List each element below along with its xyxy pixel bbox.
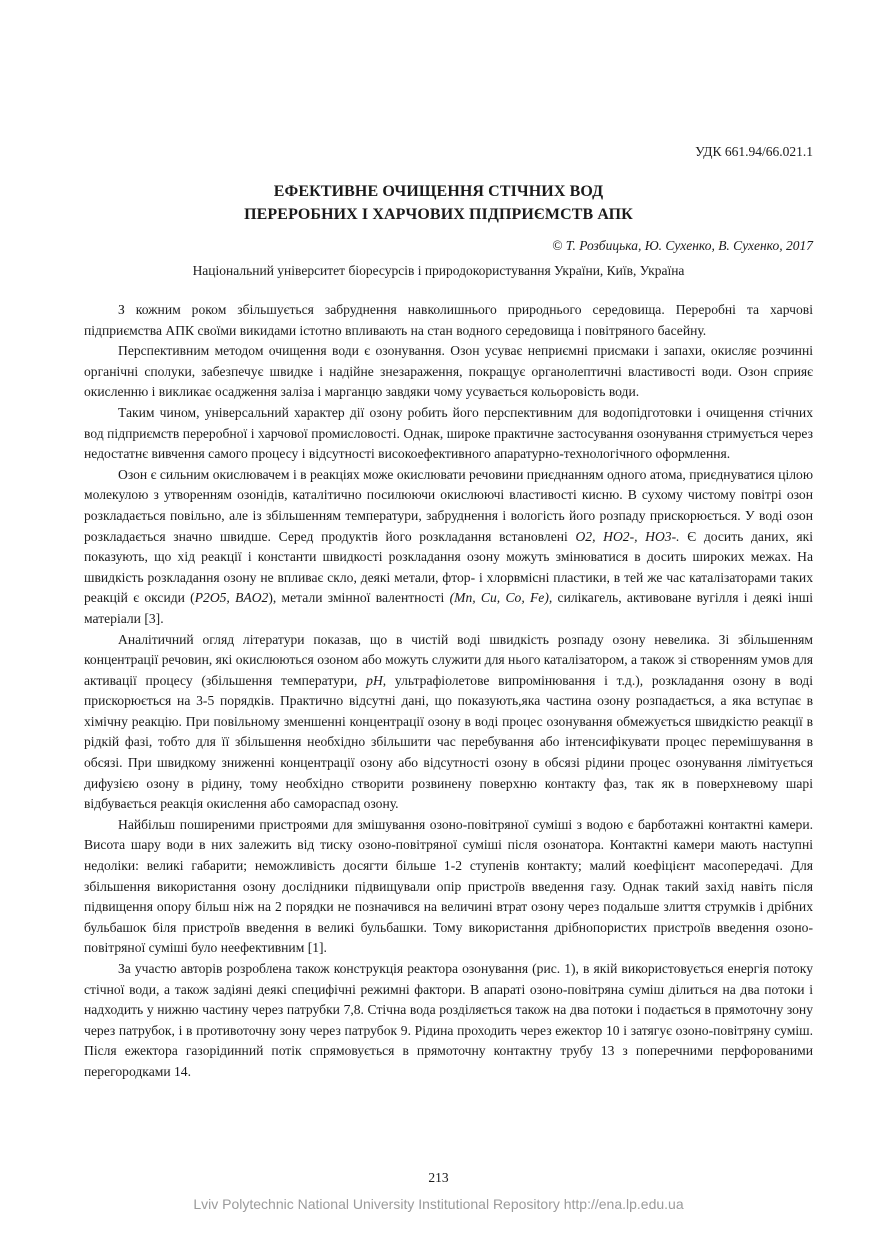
title-line-1: ЕФЕКТИВНЕ ОЧИЩЕННЯ СТІЧНИХ ВОД: [273, 183, 604, 200]
paragraph-7: За участю авторів розроблена також конструкція реактора озонування (рис. 1), в якій використовується енергія потоку стічної води, а також задіяні деякі специфічні режимні фактори. В апараті озоно-повітряна суміш ділиться на два потоки і надходить у нижню частину через патрубки 7,8. Стічна вода розділяється також на два потоки і подається в прямоточну зону через патрубок, і в противоточну зону через патрубок 9. Рідина проходить через ежектор 10 і затягує озоно-повітряну суміш. Після ежектора газорідинний потік спрямовується в прямоточну контактну трубу 13 з поперечними перфорованими перегородками 14.: [84, 961, 813, 1079]
ph-term: pH: [366, 672, 383, 688]
paragraph-1: З кожним роком збільшується забруднення навколишнього природнього середовища. Переробні та харчові підприємства АПК своїми викидами істотно впливають на стан водного середовища і повітряного басейну.: [84, 302, 813, 338]
oxides-formula: P2O5, BAO2: [194, 590, 269, 606]
ozone-products-formula: O2, HO2-, HO3-.: [575, 528, 680, 544]
paragraph-5-text-a: Аналітичний огляд літератури показав, що в чистій воді швидкість розпаду озону невелика. Зі збільшенням концентрації речовин, які окислюються озоном або можуть служити для нього каталізатором, а також зі створенням умов для активації процесу (збільшення температури,: [84, 631, 813, 688]
udk-code: УДК 661.94/66.021.1: [695, 144, 813, 159]
paragraph-4-text-b: Є досить даних, які показують, що хід реакції і константи швидкості розкладання озону можуть змінюватися в досить широких межах. На швидкість розкладання озону не впливає скло, деякі метали, фтор- і хлорвмісні пластики, в тей же час каталізаторами таких реакцій є оксиди (: [84, 528, 813, 606]
title-line-2: ПЕРЕРОБНИХ І ХАРЧОВИХ ПІДПРИЄМСТВ АПК: [244, 206, 633, 223]
paragraph-6: Найбільш поширеними пристроями для змішування озоно-повітряної суміші з водою є барботажні контактні камери. Висота шару води в них залежить від тиску озоно-повітряної суміші після озонатора. Контактні камери мають наступні недоліки: великі габарити; неможливість досягти більше 1-2 ступенів контакту; малий коефіцієнт масопередачі. Для збільшення використання озону дослідники підвищували опір пристроїв введення газу. Однак такий захід навіть після підвищення опору більш ніж на 2 порядки не позначився на величині втрат озону через подальше злиття струмків і дрібних бульбашок біля пристроїв введення в великі бульбашки. Тому використання дрібнопористих пристроїв введення озоно-повітряної суміші було неефективним [1].: [84, 816, 813, 956]
paragraph-5-text-b: , ультрафіолетове випромінювання і т.д.), розкладання озону в воді прискорюється на 3-5 порядків. Практично відсутні дані, що показують,яка частина озону розпадається, а яка вступає в хімічну реакцію. При повільному зменшенні концентрації озону в воді процес озонування обмежується швидкістю реакції в рідкій фазі, тобто для її збільшення необхідно збільшити час перебування або інтенсифікувати процес перемішування в обсязі. При швидкому зниженні концентрації озону або відсутності озону в обсязі рідини процес озонування лімітується дифузією озону в рідину, тому необхідно створити розвинену поверхню контакту фаз, так як в поверхневому шарі відбувається реакція окислення або самораспад озону.: [84, 672, 814, 812]
paragraph-4: [84, 465, 813, 630]
article-title: [0, 180, 877, 226]
paragraph-2: Перспективним методом очищення води є озонування. Озон усуває неприємні присмаки і запахи, окисляє розчинні органічні сполуки, забезпечує швидке і надійне знезараження, покращує органолептичні властивості води. Озон сприяє окисленню і викликає осадження заліза і марганцю завдяки чому усувається кольоровість води.: [84, 343, 813, 400]
article-body: [84, 300, 813, 1083]
affiliation-line: Національний університет біоресурсів і природокористування України, Київ, Україна: [192, 263, 685, 278]
paragraph-4-text-d: силікагель, активоване вугілля і деякі інші матеріали [3].: [84, 590, 813, 626]
page-number: 213: [428, 1170, 449, 1185]
authors-line: © Т. Розбицька, Ю. Сухенко, В. Сухенко, 2017: [552, 238, 813, 253]
paragraph-4-text-a: Озон є сильним окислювачем і в реакціях може окислювати речовини приєднанням одного атома, приєднуватися цілою молекулою з утворенням озонідів, каталітично посилюючи окислюючі властивості кисню. В сухому чистому повітрі озон розкладається повільно, але із збільшенням температури, забруднення і вологість його розпаду прискорюється. У воді озон розкладається значно швидше. Серед продуктів його розкладання встановлені: [84, 466, 813, 544]
paragraph-3: Таким чином, універсальний характер дії озону робить його перспективним для водопідготовки і очищення стічних вод підприємств переробної і харчової промисловості. Однак, широке практичне застосування озонування стримується через недостатнє вивчення самого процесу і відсутності високоефективного апаратурно-технологічного оформлення.: [84, 404, 813, 462]
paragraph-4-text-c: ), метали змінної валентності: [268, 590, 450, 606]
paragraph-5: [84, 630, 813, 815]
repository-footer: Lviv Polytechnic National University Institutional Repository http://ena.lp.edu.ua: [193, 1196, 684, 1212]
metals-formula: (Mn, Cu, Co, Fe),: [449, 590, 553, 606]
